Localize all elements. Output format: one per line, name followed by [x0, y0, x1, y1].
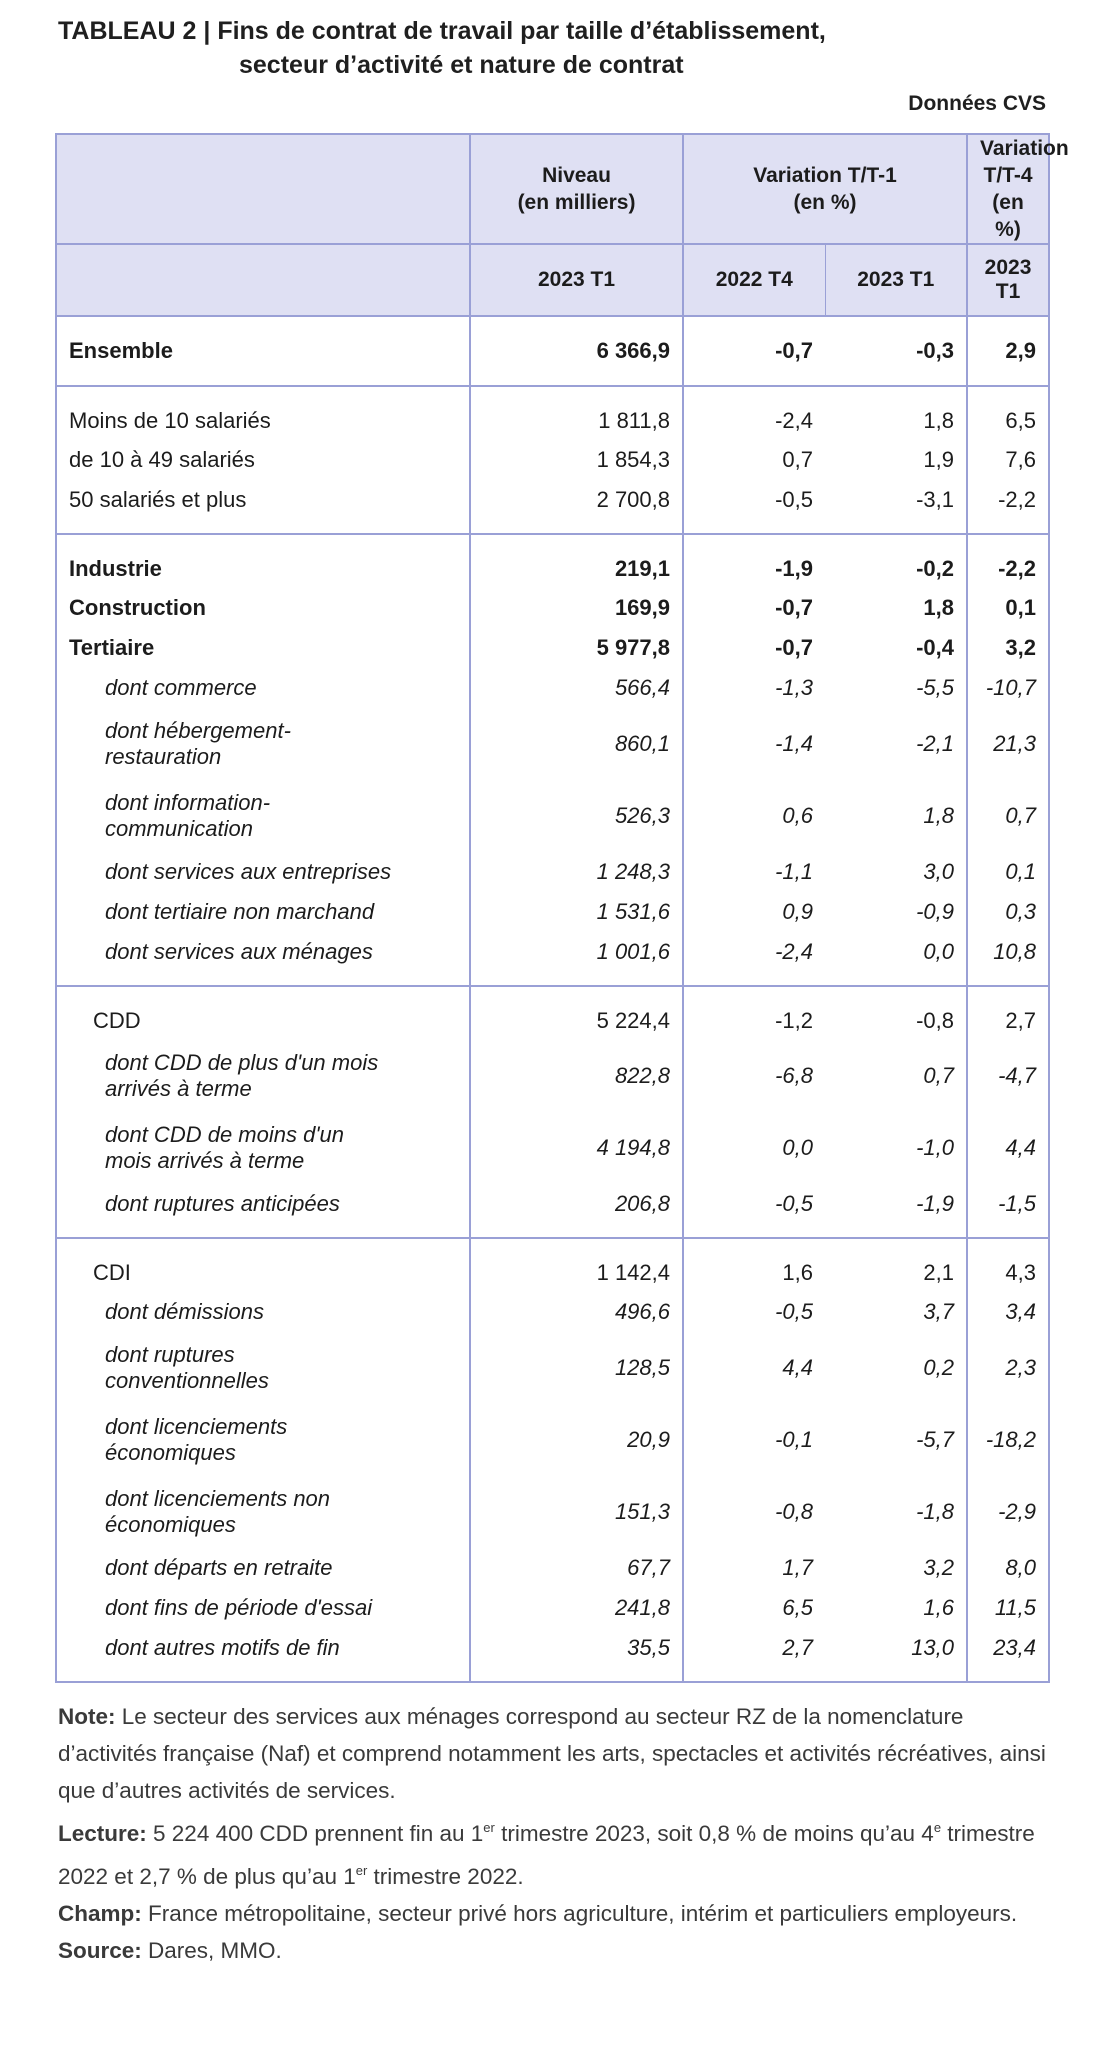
cell-var-yoy: -1,5	[967, 1184, 1049, 1238]
period-empty	[56, 244, 470, 316]
table-row	[56, 1332, 1049, 1404]
row-label	[56, 1040, 470, 1112]
cell-var-t4: -2,4	[683, 386, 825, 440]
sup-er-2: er	[355, 1863, 368, 1878]
row-label-l1: dont licenciements non	[105, 1486, 331, 1511]
cell-niveau: 241,8	[470, 1588, 683, 1628]
lecture-text-d: trimestre 2022.	[367, 1864, 524, 1889]
row-label-l2: mois arrivés à terme	[105, 1148, 305, 1173]
table-row	[56, 892, 1049, 932]
row-label: 50 salariés et plus	[56, 480, 470, 534]
cell-var-t1: -5,7	[825, 1404, 967, 1476]
cell-niveau: 526,3	[470, 780, 683, 852]
cell-var-t1: -0,2	[825, 534, 967, 588]
header-variation-t4	[967, 134, 1069, 244]
cell-var-t4: -1,1	[775, 859, 813, 884]
table-row	[56, 1628, 1049, 1682]
row-label	[56, 1112, 470, 1184]
cell-var-t4: -1,2	[683, 986, 825, 1040]
cell-niveau: 496,6	[470, 1292, 683, 1332]
cell-niveau: 1 854,3	[470, 440, 683, 480]
table-row	[56, 852, 1049, 892]
row-label: CDI	[56, 1238, 470, 1292]
cell-niveau: 219,1	[470, 534, 683, 588]
cell-niveau: 35,5	[470, 1628, 683, 1682]
row-label: dont commerce	[56, 668, 470, 708]
cell-var-t1: -1,0	[825, 1112, 967, 1184]
row-label: dont services aux entreprises	[56, 852, 470, 892]
cell-var-t4: -2,4	[775, 938, 813, 964]
cell-var-t4: -6,8	[775, 1063, 813, 1088]
cell-var-yoy: 4,4	[967, 1112, 1049, 1184]
cell-var-yoy: 10,8	[967, 932, 1049, 986]
header-variation-t4-l2: T/T-4 (en %)	[983, 164, 1033, 241]
cell-var-yoy: 0,1	[967, 588, 1049, 628]
cell-var-t4: 4,4	[782, 1355, 813, 1380]
header-row	[56, 134, 1049, 244]
cell-var-t1: -0,3	[825, 316, 967, 386]
row-label	[56, 708, 470, 780]
row-label-l1: dont information-	[105, 790, 271, 815]
table-row	[56, 1476, 1049, 1548]
cell-niveau: 206,8	[470, 1184, 683, 1238]
cell-var-t4: 0,0	[782, 1135, 813, 1160]
row-label: dont démissions	[56, 1292, 470, 1332]
table-row	[56, 480, 1049, 534]
cell-var-t1: 3,2	[825, 1548, 967, 1588]
header-variation-t1	[683, 134, 967, 244]
cell-var-t1: -0,8	[825, 986, 967, 1040]
cell-var-yoy: -10,7	[967, 668, 1049, 708]
row-label: dont tertiaire non marchand	[56, 892, 470, 932]
table-row	[56, 1112, 1049, 1184]
cell-var-yoy: 0,7	[967, 780, 1049, 852]
cell-var-yoy: -2,9	[967, 1476, 1049, 1548]
row-label	[56, 780, 470, 852]
source-paragraph	[58, 1932, 1050, 1969]
cell-var-t1: -0,4	[825, 628, 967, 668]
row-label: dont autres motifs de fin	[56, 1628, 470, 1682]
period-4: 2023 T1	[967, 244, 1049, 316]
table-row	[56, 1292, 1049, 1332]
note-paragraph	[58, 1698, 1050, 1809]
cell-var-t1: 2,1	[825, 1238, 967, 1292]
source-text: Dares, MMO.	[141, 1938, 282, 1963]
row-label-l2: arrivés à terme	[105, 1076, 252, 1101]
note-label: Note:	[58, 1704, 116, 1729]
cell-niveau: 6 366,9	[470, 316, 683, 386]
cell-niveau: 1 248,3	[470, 852, 683, 892]
cell-niveau: 566,4	[470, 668, 683, 708]
row-label: dont départs en retraite	[56, 1548, 470, 1588]
cell-var-t1: 1,6	[825, 1588, 967, 1628]
cell-niveau: 67,7	[470, 1548, 683, 1588]
period-row	[56, 244, 1049, 316]
table-row	[56, 668, 1049, 708]
cell-var-yoy: 6,5	[967, 386, 1049, 440]
cell-var-t4: 0,6	[782, 803, 813, 828]
cell-var-yoy: 4,3	[967, 1238, 1049, 1292]
note-text: Le secteur des services aux ménages correspond au secteur RZ de la nomenclature d’activités française (Naf) et comprend notamment les arts, spectacles et activités récréatives, ainsi que d’autres activités de services.	[58, 1704, 1046, 1803]
cell-var-yoy: 21,3	[967, 708, 1049, 780]
sup-er-1: er	[483, 1820, 495, 1835]
cell-niveau: 1 001,6	[470, 932, 683, 986]
cell-var-t4: 2,7	[683, 1628, 825, 1682]
table-row	[56, 780, 1049, 852]
title-line-2: secteur d’activité et nature de contrat	[239, 51, 684, 79]
row-label: Tertiaire	[56, 628, 470, 668]
header-niveau-l2: (en milliers)	[517, 191, 636, 214]
cell-niveau: 5 977,8	[470, 628, 683, 668]
row-label-l2: restauration	[105, 744, 222, 769]
cell-var-yoy: -2,2	[967, 480, 1049, 534]
lecture-text-a: 5 224 400 CDD prennent fin au 1	[146, 1821, 484, 1846]
row-label-l1: dont CDD de moins d'un	[105, 1122, 344, 1147]
cell-niveau: 4 194,8	[470, 1112, 683, 1184]
cell-niveau: 1 142,4	[470, 1238, 683, 1292]
table-row	[56, 1404, 1049, 1476]
cell-var-t1: -5,5	[825, 668, 967, 708]
cell-var-t4: 0,7	[782, 447, 813, 472]
cell-var-yoy: 23,4	[967, 1628, 1049, 1682]
table-row	[56, 1238, 1049, 1292]
cell-var-t4: -0,8	[775, 1499, 813, 1524]
period-2: 2022 T4	[683, 244, 825, 316]
cell-var-yoy: 0,3	[967, 892, 1049, 932]
champ-paragraph	[58, 1895, 1050, 1932]
data-table-container	[55, 133, 1069, 1683]
header-niveau	[470, 134, 683, 244]
row-label-l1: dont ruptures	[105, 1342, 235, 1367]
cell-var-t4: -0,5	[775, 1190, 813, 1216]
cell-niveau: 860,1	[470, 708, 683, 780]
title-line-1: TABLEAU 2 | Fins de contrat de travail par taille d’établissement,	[58, 17, 826, 45]
row-label-l2: communication	[105, 816, 253, 841]
table-row	[56, 386, 1049, 440]
row-label	[56, 1332, 470, 1404]
cell-niveau: 1 811,8	[470, 386, 683, 440]
cell-niveau: 128,5	[470, 1332, 683, 1404]
cell-var-t4: -0,7	[775, 595, 813, 620]
cell-var-t1: -0,9	[825, 892, 967, 932]
cell-var-yoy: 2,3	[967, 1332, 1049, 1404]
row-label: Industrie	[56, 534, 470, 588]
cell-niveau: 169,9	[470, 588, 683, 628]
table-row	[56, 986, 1049, 1040]
cell-var-t4: 1,6	[683, 1238, 825, 1292]
header-variation-t4-l1: Variation	[980, 137, 1069, 160]
cell-var-t1: 13,0	[825, 1628, 967, 1682]
cell-var-t1: -1,9	[825, 1184, 967, 1238]
cell-var-yoy: 2,7	[967, 986, 1049, 1040]
cell-var-t1: 3,0	[825, 852, 967, 892]
row-label: dont fins de période d'essai	[56, 1588, 470, 1628]
table-row	[56, 316, 1049, 386]
cell-var-yoy: 3,4	[967, 1292, 1049, 1332]
cell-var-yoy: 7,6	[967, 440, 1049, 480]
cell-niveau: 5 224,4	[470, 986, 683, 1040]
sup-e: e	[933, 1820, 942, 1835]
table-row	[56, 1588, 1049, 1628]
cell-var-t1: 0,0	[825, 932, 967, 986]
cell-var-yoy: 2,9	[967, 316, 1049, 386]
header-variation-t1-l2: (en %)	[793, 191, 857, 214]
cell-var-t1: 1,8	[825, 780, 967, 852]
cell-niveau: 1 531,6	[470, 892, 683, 932]
champ-text: France métropolitaine, secteur privé hors agriculture, intérim et particuliers employeurs.	[141, 1901, 1018, 1926]
cell-var-t1: 0,2	[825, 1332, 967, 1404]
cell-var-yoy: 3,2	[967, 628, 1049, 668]
cell-var-t4: -0,5	[775, 1299, 813, 1324]
cell-var-t4: -1,9	[683, 534, 825, 588]
cell-var-t4: 1,7	[782, 1555, 813, 1580]
row-label-l2: conventionnelles	[105, 1368, 269, 1393]
row-label-l1: dont hébergement-	[105, 718, 291, 743]
row-label	[56, 1476, 470, 1548]
cell-niveau: 20,9	[470, 1404, 683, 1476]
cell-var-yoy: -4,7	[967, 1040, 1049, 1112]
table-row	[56, 534, 1049, 588]
data-note: Données CVS	[908, 92, 1046, 115]
table-row	[56, 708, 1049, 780]
row-label: dont services aux ménages	[56, 932, 470, 986]
cell-var-t1: 1,8	[825, 588, 967, 628]
table-row	[56, 440, 1049, 480]
lecture-paragraph	[58, 1809, 1050, 1895]
cell-niveau: 822,8	[470, 1040, 683, 1112]
row-label-l2: économiques	[105, 1440, 236, 1465]
lecture-label: Lecture:	[58, 1821, 147, 1846]
cell-var-t4: -0,7	[775, 338, 813, 363]
cell-niveau: 151,3	[470, 1476, 683, 1548]
cell-var-t4: -1,3	[775, 675, 813, 700]
header-empty	[56, 134, 470, 244]
row-label: Moins de 10 salariés	[56, 386, 470, 440]
source-label: Source:	[58, 1938, 142, 1963]
header-variation-t1-l1: Variation T/T-1	[753, 164, 897, 187]
cell-var-t1: -2,1	[825, 708, 967, 780]
cell-niveau: 2 700,8	[470, 480, 683, 534]
cell-var-yoy: -18,2	[967, 1404, 1049, 1476]
data-table	[55, 133, 1069, 1683]
cell-var-t4: -1,4	[775, 731, 813, 756]
table-row	[56, 1184, 1049, 1238]
cell-var-t4: 6,5	[782, 1595, 813, 1620]
row-label-l1: dont licenciements	[105, 1414, 288, 1439]
table-row	[56, 628, 1049, 668]
cell-var-yoy: 8,0	[967, 1548, 1049, 1588]
row-label: Construction	[56, 588, 470, 628]
row-label: de 10 à 49 salariés	[56, 440, 470, 480]
table-title	[58, 14, 1048, 82]
cell-var-t1: 0,7	[825, 1040, 967, 1112]
champ-label: Champ:	[58, 1901, 142, 1926]
cell-var-t4: -0,1	[775, 1427, 813, 1452]
lecture-text-c: trimestre 2022 et 2,7 % de plus qu’au 1	[58, 1821, 1035, 1889]
cell-var-t1: -3,1	[825, 480, 967, 534]
row-label: Ensemble	[56, 316, 470, 386]
cell-var-t4: 0,9	[782, 899, 813, 924]
period-1: 2023 T1	[470, 244, 683, 316]
cell-var-t1: 1,8	[825, 386, 967, 440]
cell-var-t1: 3,7	[825, 1292, 967, 1332]
table-row	[56, 932, 1049, 986]
row-label-l1: dont CDD de plus d'un mois	[105, 1050, 379, 1075]
row-label-l2: économiques	[105, 1512, 236, 1537]
row-label: dont ruptures anticipées	[56, 1184, 470, 1238]
table-row	[56, 1548, 1049, 1588]
cell-var-yoy: 0,1	[967, 852, 1049, 892]
cell-var-t1: 1,9	[825, 440, 967, 480]
row-label	[56, 1404, 470, 1476]
table-row	[56, 1040, 1049, 1112]
header-niveau-l1: Niveau	[542, 164, 611, 187]
table-notes	[58, 1698, 1050, 1969]
cell-var-yoy: -2,2	[967, 534, 1049, 588]
row-label: CDD	[56, 986, 470, 1040]
lecture-text-b: trimestre 2023, soit 0,8 % de moins qu’au 4	[494, 1821, 934, 1846]
table-row	[56, 588, 1049, 628]
cell-var-t4: -0,5	[775, 486, 813, 512]
cell-var-t4: -0,7	[775, 635, 813, 660]
cell-var-t1: -1,8	[825, 1476, 967, 1548]
cell-var-yoy: 11,5	[967, 1588, 1049, 1628]
period-3: 2023 T1	[825, 244, 967, 316]
